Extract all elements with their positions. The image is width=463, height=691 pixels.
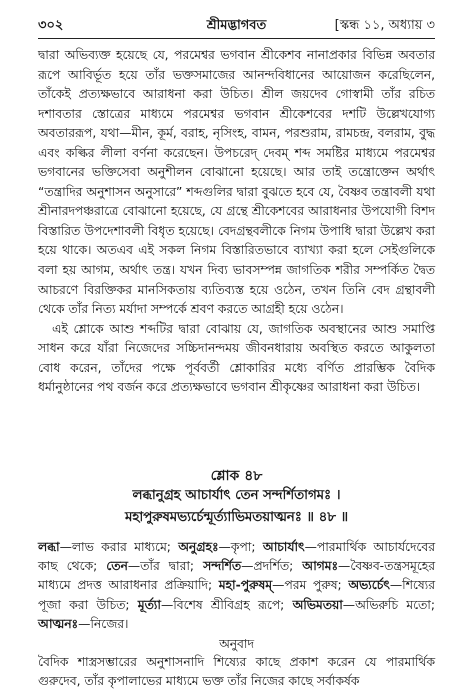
synonym-term: আগমঃ xyxy=(302,559,339,574)
translation-heading: অনুবাদ xyxy=(219,637,254,651)
page-header xyxy=(38,14,435,34)
synonym-meaning: —পরম পুরুষ; xyxy=(272,578,349,593)
synonym-meaning: —নিজের। xyxy=(78,616,129,631)
synonym-term: মূর্ত্যা xyxy=(137,597,161,612)
verse-text xyxy=(38,485,435,529)
synonym-meaning: —প্রদর্শিত; xyxy=(241,559,303,574)
translation-text: বৈদিক শাস্ত্রসম্ভারের অনুশাসনাদি শিষ্যের কাছে প্রকাশ করেন যে পারমার্থিক গুরুদেব, তাঁর কৃপালাভের মাধ্যমে ভক্ত তাঁর নিজের কাছে সর্বাকর্ষক xyxy=(38,655,435,689)
synonym-term: লব্ধা xyxy=(38,540,60,554)
verse-heading: শ্লোক ৪৮ xyxy=(210,468,263,484)
synonym-term: সন্দর্শিত xyxy=(203,559,242,574)
synonym-term: অভিমতয়া xyxy=(292,597,343,612)
canto-chapter: [স্কন্ধ ১১, অধ্যায় ৩ xyxy=(334,18,435,33)
synonym-term: অনুগ্রহঃ xyxy=(178,540,219,554)
synonym-term: আত্মনঃ xyxy=(38,616,79,631)
synonym-meaning: —পারমার্থিক আচার্যদেবের কাছ থেকে; xyxy=(38,540,435,574)
purport-body xyxy=(38,46,435,398)
purport-paragraph-2: এই শ্লোকে আশু শব্দটির দ্বারা বোঝায় যে, জাগতিক অবস্থানের আশু সমাপ্তি সাধন করে যাঁরা নিজেদের সচ্চিদানন্দময় জীবনধারায় অবস্থিত করতে আকুলতা বোধ করেন, তাঁদের পক্ষে পূর্ববর্তী শ্লোকারির মধ্যে বর্ণিত প্রারম্ভিক বৈদিক ধর্মানুষ্ঠানের পথ বর্জন করে প্রত্যক্ষভাবে ভগবান শ্রীকৃষ্ণের আরাধনা করা উচিত। xyxy=(38,321,435,395)
verse-line-2: মহাপুরুষমভ্যর্চেন্মূর্ত্যাভিমতয়াত্মনঃ ॥ ৪৮ ॥ xyxy=(125,510,348,525)
synonym-term: আচার্যাৎ xyxy=(262,540,305,554)
synonym-meaning: —কৃপা; xyxy=(218,540,263,554)
synonym-meaning: —বৈষ্ণব-তন্ত্রসমূহের মাধ্যমে প্রদত্ত আরাধনার প্রক্রিয়াদি; xyxy=(38,559,435,593)
header-rule xyxy=(38,38,435,39)
verse-line-1: লব্ধানুগ্রহ আচার্যাৎ তেন সন্দর্শিতাগমঃ । xyxy=(132,488,341,503)
purport-paragraph-1: দ্বারা অভিব্যক্ত হয়েছে যে, পরমেশ্বর ভগবান শ্রীকেশব নানাপ্রকার বিভিন্ন অবতার রূপে আবির্ভূত হয়ে তাঁর ভক্তসমাজের আনন্দবিধানের আয়োজন করেছিলেন, তাঁকেই প্রত্যক্ষভাবে আরাধনা করা উচিত। শ্রীল জয়দেব গোস্বামী তাঁর রচিত দশাবতার স্তোত্রের মাধ্যমে পরমেশ্বর ভগবান শ্রীকেশবের দশটি উল্লেখযোগ্য অবতাররূপ, যথা—মীন, কূর্ম, বরাহ, নৃসিংহ, বামন, পরশুরাম, রামচন্দ্র, বলরাম, বুদ্ধ এবং কল্কির লীলা বর্ণনা করেছেন। উপচরেদ্ দেবম্ শব্দ সমষ্টির মাধ্যমে পরমেশ্বর ভগবানের ভক্তিসেবা অনুশীলন বোঝানো হয়েছে। আর তাই তন্ত্রোক্তেন অর্থাৎ “তন্ত্রাদির অনুশাসন অনুসারে” শব্দগুলির দ্বারা বুঝতে হবে যে, বৈষ্ণব তন্ত্রাবলী যথা শ্রীনারদপঞ্চরাত্রে বোঝানো হয়েছে, যে গ্রন্থে শ্রীকেশবের আরাধনার উপযোগী বিশদ বিস্তারিত উপদেশাবলী বিধৃত হয়েছে। বেদগ্রন্থবলীকে নিগম উপাধি দ্বারা উল্লেখ করা হয়ে থাকে। অতএব এই সকল নিগম বিস্তারিতভাবে ব্যাখ্যা করা হলে সেইগুলিকে বলা হয় আগম, অর্থাৎ তন্ত্র। যখন দিব্য ভাবসম্পন্ন জাগতিক শরীর সম্পর্কিত দ্বৈত আচরণে বিরক্তিকর মানসিকতায় ব্যতিব্যস্ত হয়ে ওঠেন, তখন তিনি বেদ গ্রন্থাবলী থেকে তাঁর নিত্য মর্যাদা সম্পর্কে শ্রবণ করতে আগ্রহী হয়ে ওঠেন। xyxy=(38,48,435,317)
synonym-meaning: —লাভ করার মাধ্যমে; xyxy=(59,540,179,554)
synonym-term: অভ্যর্চেৎ xyxy=(348,578,390,593)
synonym-term: তেন xyxy=(106,559,128,574)
word-for-word-synonyms xyxy=(38,538,435,634)
synonym-meaning: —শিষ্যের পূজা করা উচিত; xyxy=(38,578,435,612)
synonym-meaning: —অভিরুচি মতো; xyxy=(342,597,435,612)
page-number: ৩০২ xyxy=(38,18,64,33)
synonym-meaning: —বিশেষ শ্রীবিগ্রহ রূপে; xyxy=(160,597,293,612)
synonym-meaning: —তাঁর দ্বারা; xyxy=(127,559,204,574)
book-title: শ্রীমদ্ভাগবত xyxy=(206,18,267,33)
synonym-term: মহা-পুরুষম্ xyxy=(218,578,273,593)
